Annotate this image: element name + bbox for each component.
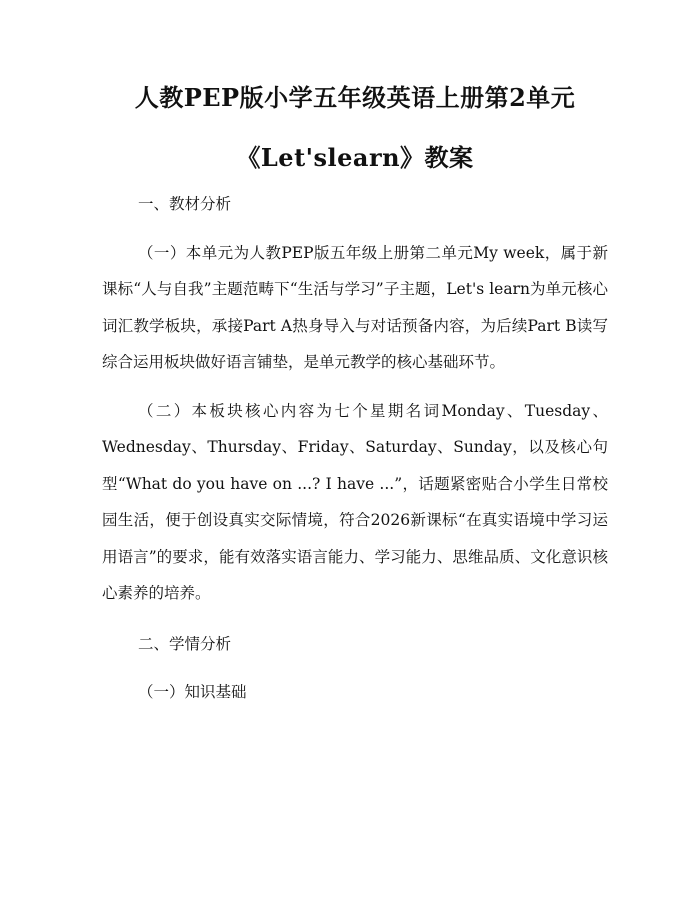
spacer — [102, 381, 608, 393]
document-title — [102, 72, 608, 184]
subsection-heading-knowledge-basis: （一）知识基础 — [138, 683, 247, 701]
paragraph-core-content: （二）本板块核心内容为七个星期名词Monday、Tuesday、Wednesday、Thursday、Friday、Saturday、Sunday，以及核心句型“What do you have on ...? I have ...”，话题紧密贴合小学生日常校园生活，便于创设真实交际情境，符合2026新课标“在真实语境中学习运用语言”的要求，能有效落实语言能力、学习能力、思维品质、文化意识核心素养的培养。 — [102, 401, 608, 602]
section-heading-teaching-material-analysis: 一、教材分析 — [138, 195, 232, 213]
spacer — [102, 612, 608, 626]
document-body — [102, 186, 608, 711]
section-heading-learner-analysis: 二、学情分析 — [138, 634, 232, 653]
title-line-2: 《Let'slearn》教案 — [236, 143, 474, 172]
spacer — [102, 223, 608, 235]
spacer — [102, 662, 608, 674]
paragraph-unit-overview: （一）本单元为人教PEP版五年级上册第二单元My week，属于新课标“人与自我”主题范畴下“生活与学习”子主题，Let's learn为单元核心词汇教学板块，承接Part A热身导入与对话预备内容，为后续Part B读写综合运用板块做好语言铺垫，是单元教学的核心基础环节。 — [102, 243, 608, 371]
title-line-1: 人教PEP版小学五年级英语上册第2单元 — [134, 83, 576, 112]
